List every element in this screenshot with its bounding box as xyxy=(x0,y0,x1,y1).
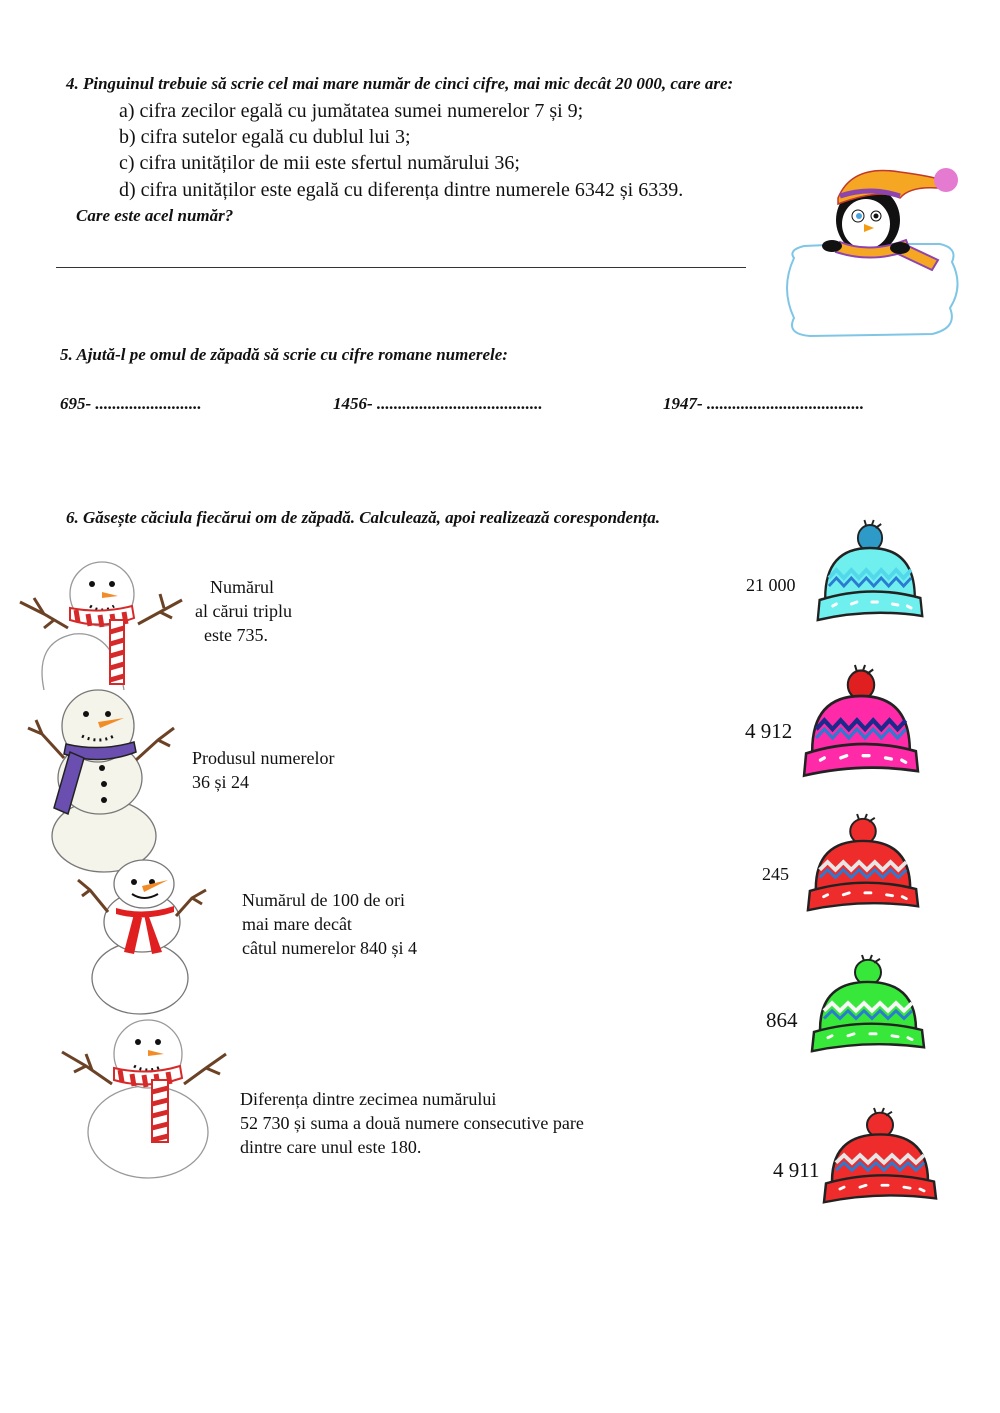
clue-3-line-1: Numărul de 100 de ori xyxy=(242,890,405,910)
q4-item-c: c) cifra unităților de mii este sfertul numărului 36; xyxy=(119,152,520,174)
hat-1-value: 21 000 xyxy=(746,575,796,595)
hat-5[interactable] xyxy=(820,1108,940,1206)
q5-title: 5. Ajută-l pe omul de zăpadă să scrie cu cifre romane numerele: xyxy=(60,345,508,364)
penguin-illustration xyxy=(780,158,970,348)
clue-2-line-1: Produsul numerelor xyxy=(192,748,335,768)
q4-title: 4. Pinguinul trebuie să scrie cel mai mare număr de cinci cifre, mai mic decât 20 000, care are: xyxy=(66,74,734,93)
hat-5-value: 4 911 xyxy=(773,1158,820,1182)
clue-4-line-1: Diferența dintre zecimea numărului xyxy=(240,1089,497,1109)
clue-2-line-2: 36 și 24 xyxy=(192,772,250,792)
snowman-1[interactable] xyxy=(14,552,184,692)
clue-4-line-3: dintre care unul este 180. xyxy=(240,1137,422,1157)
q5-answer-1456[interactable]: 1456- ....................................... xyxy=(333,394,543,413)
q6-title: 6. Găsește căciula fiecărui om de zăpadă. Calculează, apoi realizează corespondența. xyxy=(66,508,661,527)
hat-2[interactable] xyxy=(800,665,922,780)
snowman-3[interactable] xyxy=(72,872,212,1014)
hat-3-value: 245 xyxy=(762,864,789,884)
clue-1-line-2: al cărui triplu xyxy=(195,601,292,621)
clue-4-line-2: 52 730 și suma a două numere consecutive pare xyxy=(240,1113,584,1133)
snowman-4[interactable] xyxy=(58,1010,228,1180)
hat-1[interactable] xyxy=(814,520,926,624)
q5-answer-1947[interactable]: 1947- ..................................... xyxy=(663,394,865,413)
clue-1-line-3: este 735. xyxy=(204,625,268,645)
q4-item-a: a) cifra zecilor egală cu jumătatea sumei numerelor 7 și 9; xyxy=(119,100,584,122)
hat-2-value: 4 912 xyxy=(745,719,793,743)
q5-answer-695[interactable]: 695- ......................... xyxy=(60,394,202,413)
clue-3-line-3: câtul numerelor 840 și 4 xyxy=(242,938,417,958)
q4-answer-line[interactable] xyxy=(56,267,746,268)
clue-1-line-1: Numărul xyxy=(210,577,274,597)
snowman-2[interactable] xyxy=(24,688,184,873)
hat-4-value: 864 xyxy=(766,1008,798,1032)
q4-question: Care este acel număr? xyxy=(76,206,234,225)
hat-4[interactable] xyxy=(808,955,928,1055)
hat-3[interactable] xyxy=(804,814,922,914)
clue-3-line-2: mai mare decât xyxy=(242,914,352,934)
q4-item-d: d) cifra unităților este egală cu diferența dintre numerele 6342 și 6339. xyxy=(119,179,684,201)
q4-item-b: b) cifra sutelor egală cu dublul lui 3; xyxy=(119,126,411,148)
